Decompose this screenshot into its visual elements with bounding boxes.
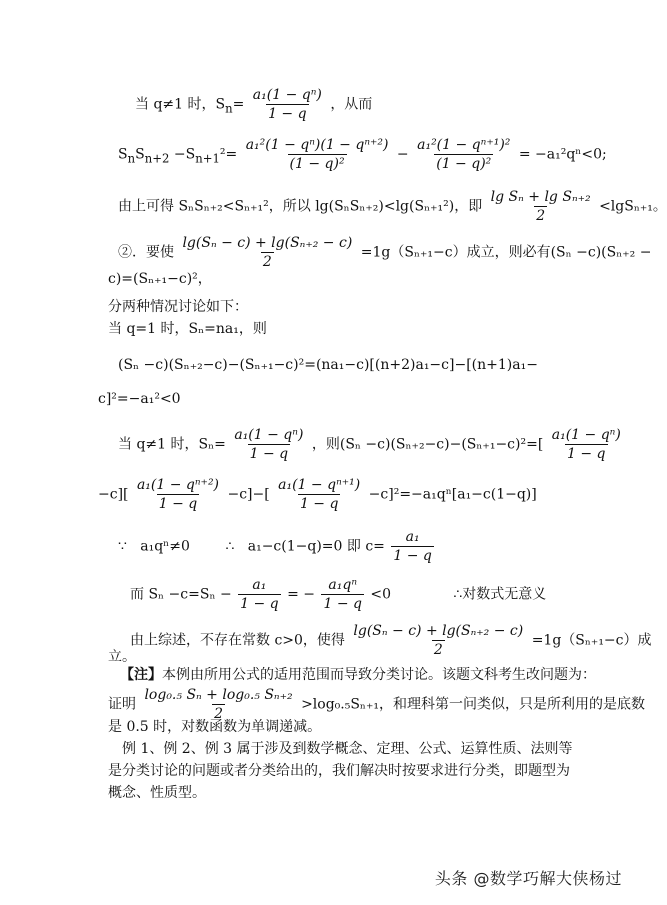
formula-line-12: ∵ a₁qⁿ≠0 ∴ a₁−c(1−q)=0 即 c= $\frac{\text{a₁}}{1 - q}$	[118, 529, 432, 564]
text-line: 立。	[108, 649, 136, 665]
fraction: $\frac{\text{lg(Sₙ − c) + lg(Sₙ₊₂ − c)}}{2}$	[353, 623, 524, 658]
fraction: $\frac{\text{a₁(1 − qⁿ)}}{1 - q}$	[252, 87, 322, 122]
formula-line-13: 而 Sₙ −c=Sₙ − $\frac{\text{a₁}}{1 - q}$ = − $\frac{\text{a₁qⁿ}}{1 - q}$ <0 ∴对数式无意义	[130, 577, 547, 612]
note-tag: 【注】	[120, 667, 162, 683]
fraction: $\frac{\text{a₁²(1 − qⁿ⁺¹)²}}{\text{(1 − q)²}}$	[417, 137, 511, 172]
fraction: $\frac{\text{a₁(1 − qⁿ)}}{1 - q}$	[234, 427, 304, 462]
fraction: $\frac{\text{a₁}}{1 - q}$	[393, 529, 432, 564]
note-line-1: 【注】本例由所用公式的适用范围而导致分类讨论。该题文科考生改问题为：	[120, 667, 596, 683]
text-line: 当 q=1 时，Sₙ=na₁，则	[108, 321, 267, 337]
summary-paragraph: 例 1、例 2、例 3 属于涉及到数学概念、定理、公式、运算性质、法则等是分类讨论的问题或者分类给出的，我们解决时按要求进行分类，即题型为概念、性质型。	[108, 741, 573, 801]
formula-line-3: 由上可得 SₙSₙ₊₂<Sₙ₊₁²，所以 lg(SₙSₙ₊₂)<lg(Sₙ₊₁²)，即 $\frac{\text{lg Sₙ + lg Sₙ₊₂}}{2}$ <lgSₙ₊₁。	[118, 189, 667, 224]
note-line-2: 证明 $\frac{\text{log₀.₅ Sₙ + log₀.₅ Sₙ₊₂}}{2}$ >log₀.₅Sₙ₊₁，和理科第一问类似，只是所利用的是底数	[108, 687, 645, 722]
formula-line-5: c)=(Sₙ₊₁−c)²，	[108, 271, 212, 287]
note-line-3: 是 0.5 时，对数函数为单调递减。	[108, 719, 322, 735]
formula-line-1: 当 q≠1 时，$S_n=$ $\frac{\text{a₁(1 − qⁿ)}}{1 - q}$ ，从而	[135, 87, 373, 122]
watermark: 头条 @数学巧解大侠杨过	[434, 869, 622, 888]
fraction: $\frac{\text{a₁(1 − qⁿ⁺²)}}{1 - q}$	[136, 477, 220, 512]
text-line: 分两种情况讨论如下：	[108, 299, 248, 315]
fraction: $\frac{\text{log₀.₅ Sₙ + log₀.₅ Sₙ₊₂}}{2}$	[144, 687, 293, 722]
formula-line-2: $S_nS_{n+2} -S_{n+1}^2=$ $\frac{\text{a₁²(1 − qⁿ)(1 − qⁿ⁺²)}}{\text{(1 − q)²}}$ − $\frac{\text{a₁²(1 − qⁿ⁺¹)²}}{\text{(1 − q)²}}$ = −a₁²qⁿ<0;	[118, 137, 607, 172]
fraction: $\frac{\text{a₁}}{1 - q}$	[240, 577, 279, 612]
fraction: $\frac{\text{a₁(1 − qⁿ⁺¹)}}{1 - q}$	[278, 477, 361, 512]
formula-line: (Sₙ −c)(Sₙ₊₂−c)−(Sₙ₊₁−c)²=(na₁−c)[(n+2)a₁−c]−[(n+1)a₁−	[118, 357, 538, 373]
fraction: $\frac{\text{a₁²(1 − qⁿ)(1 − qⁿ⁺²)}}{\text{(1 − q)²}}$	[245, 137, 389, 172]
fraction: $\frac{\text{lg Sₙ + lg Sₙ₊₂}}{2}$	[490, 189, 591, 224]
formula-line-4: ②．要使 $\frac{\text{lg(Sₙ − c) + lg(Sₙ₊₂ − c)}}{2}$ =1g（Sₙ₊₁−c）成立，则必有(Sₙ −c)(Sₙ₊₂ −	[118, 235, 652, 270]
formula-line-11: −c][ $\frac{\text{a₁(1 − qⁿ⁺²)}}{1 - q}$ −c]−[ $\frac{\text{a₁(1 − qⁿ⁺¹)}}{1 - q}$ −c]²=−a₁qⁿ[a₁−c(1−q)]	[98, 477, 537, 512]
fraction: $\frac{\text{a₁(1 − qⁿ)}}{1 - q}$	[551, 427, 621, 462]
formula-line-10: 当 q≠1 时，Sₙ= $\frac{\text{a₁(1 − qⁿ)}}{1 - q}$ ，则(Sₙ −c)(Sₙ₊₂−c)−(Sₙ₊₁−c)²=[ $\frac{\text{a₁(1 − qⁿ)}}{1 - q}$	[118, 427, 621, 462]
fraction: $\frac{\text{a₁qⁿ}}{1 - q}$	[323, 577, 362, 612]
formula-line: c]²=−a₁²<0	[98, 391, 181, 407]
fraction: $\frac{\text{lg(Sₙ − c) + lg(Sₙ₊₂ − c)}}{2}$	[182, 235, 353, 270]
formula-line-14: 由上综述，不存在常数 c>0，使得 $\frac{\text{lg(Sₙ − c) + lg(Sₙ₊₂ − c)}}{2}$ =1g（Sₙ₊₁−c）成	[130, 623, 652, 658]
